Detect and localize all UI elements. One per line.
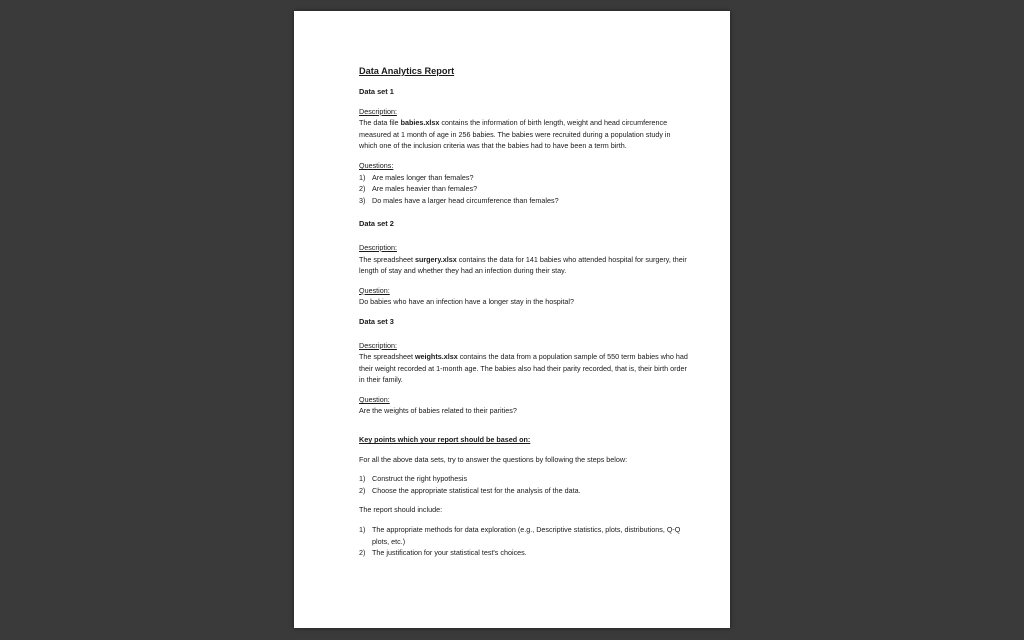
set3-question: Are the weights of babies related to their parities? bbox=[359, 406, 517, 416]
set2-file-name: surgery.xlsx bbox=[414, 254, 457, 264]
set3-file-name: weights.xlsx bbox=[414, 352, 458, 362]
set2-description-label: Description: bbox=[359, 242, 397, 252]
set3-heading: Data set 3 bbox=[359, 316, 394, 326]
list-item: 1) Construct the right hypothesis bbox=[359, 474, 468, 484]
report-includes-list bbox=[359, 524, 689, 559]
set1-file-name: babies.xlsx bbox=[400, 118, 440, 128]
list-item: 2) Choose the appropriate statistical test for the analysis of the data. bbox=[359, 485, 581, 495]
report-intro: The report should include: bbox=[359, 505, 443, 515]
list-item: 1) The appropriate methods for data exploration (e.g., Descriptive statistics, plots, distributions, Q-Q plots, etc.) bbox=[359, 525, 681, 546]
set1-questions-label: Questions: bbox=[359, 160, 394, 170]
set2-description: The spreadsheet surgery.xlsx contains the data for 141 babies who attended hospital for surgery, their length of stay and whether they had an infection during their stay. bbox=[359, 254, 687, 276]
set2-question: Do babies who have an infection have a longer stay in the hospital? bbox=[359, 297, 574, 307]
set3-question-label: Question: bbox=[359, 394, 390, 404]
page-content bbox=[359, 65, 689, 559]
set1-description: The data file babies.xlsx contains the information of birth length, weight and head circumference measured at 1 month of age in 256 babies. The babies were recruited during a population study in which one of the inclusion criteria was that the babies had to have been a term birth. bbox=[359, 118, 671, 151]
list-item: 2) The justification for your statistical test's choices. bbox=[359, 548, 527, 558]
document-page bbox=[294, 11, 730, 628]
list-item: 3) Do males have a larger head circumference than females? bbox=[359, 195, 559, 205]
set1-description-label: Description: bbox=[359, 106, 397, 116]
set1-heading: Data set 1 bbox=[359, 87, 394, 96]
set2-question-label: Question: bbox=[359, 285, 390, 295]
key-points-heading: Key points which your report should be based on: bbox=[359, 435, 531, 445]
set1-questions-list bbox=[359, 172, 689, 207]
list-item: 1) Are males longer than females? bbox=[359, 172, 474, 182]
list-item: 2) Are males heavier than females? bbox=[359, 184, 478, 194]
set3-description-label: Description: bbox=[359, 340, 397, 350]
set3-description: The spreadsheet weights.xlsx contains the data from a population sample of 550 term babies who had their weight recorded at 1-month age. The babies also had their parity recorded, that is, their birth order in their family. bbox=[359, 352, 688, 385]
set2-heading: Data set 2 bbox=[359, 219, 394, 229]
document-title: Data Analytics Report bbox=[359, 66, 455, 76]
key-points-intro: For all the above data sets, try to answer the questions by following the steps below: bbox=[359, 454, 628, 464]
steps-list bbox=[359, 473, 689, 496]
